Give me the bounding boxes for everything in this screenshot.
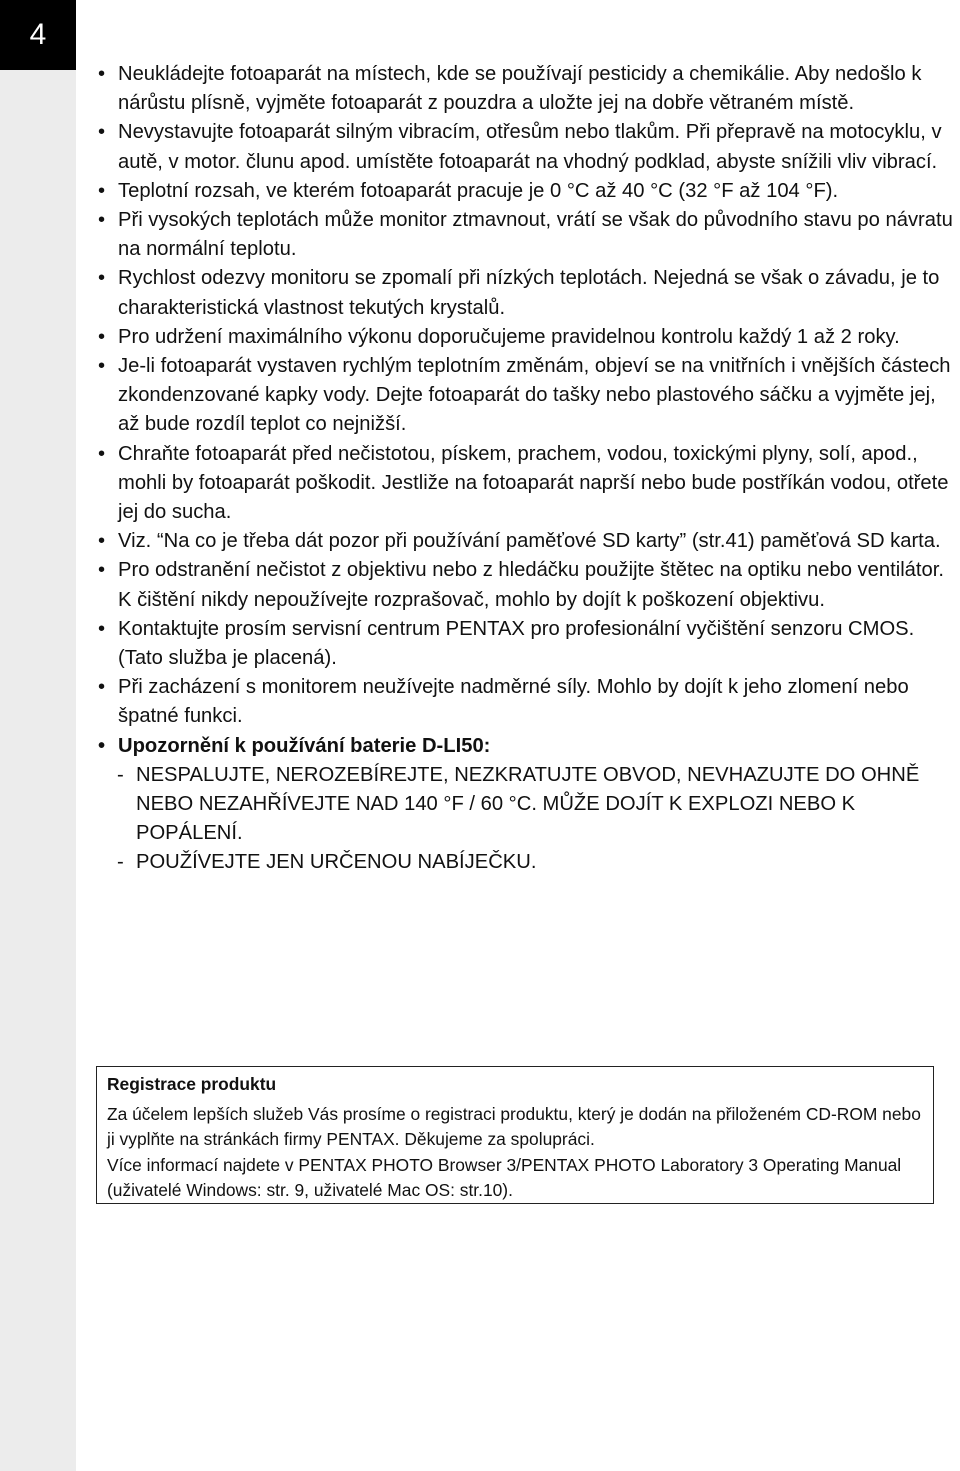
list-item: • Pro odstranění nečistot z objektivu nebo z hledáčku použijte štětec na optiku nebo ventilátor. K čištění nikdy nepoužívejte rozprašovač, mohlo by dojít k poškození objektivu. bbox=[96, 556, 958, 614]
page-number-tab bbox=[0, 0, 76, 70]
list-item: • Teplotní rozsah, ve kterém fotoaparát pracuje je 0 °C až 40 °C (32 °F až 104 °F). bbox=[96, 177, 958, 206]
registration-notice-box bbox=[96, 1066, 934, 1204]
list-item: • Je-li fotoaparát vystaven rychlým teplotním změnám, objeví se na vnitřních i vnějších částech zkondenzované kapky vody. Dejte fotoaparát do tašky nebo plastového sáčku a vyjměte jej, až bude rozdíl teplot co nejnižší. bbox=[96, 352, 958, 440]
registration-more-info: Více informací najdete v PENTAX PHOTO Browser 3/PENTAX PHOTO Laboratory 3 Operating Manual (uživatelé Windows: str. 9, uživatelé Mac OS: str.10). bbox=[107, 1154, 902, 1201]
battery-warning-item bbox=[96, 732, 958, 761]
battery-warning-line: - POUŽÍVEJTE JEN URČENOU NABÍJEČKU. bbox=[96, 848, 958, 877]
battery-warning-line: - NESPALUJTE, NEROZEBÍREJTE, NEZKRATUJTE OBVOD, NEVHAZUJTE DO OHNĚ NEBO NEZAHŘÍVEJTE NAD 140 °F / 60 °C. MŮŽE DOJÍT K EXPLOZI NEBO K POPÁLENÍ. bbox=[96, 761, 958, 849]
list-item: • Rychlost odezvy monitoru se zpomalí při nízkých teplotách. Nejedná se však o závadu, je to charakteristická vlastnost tekutých krystalů. bbox=[96, 264, 958, 322]
battery-warning-list bbox=[96, 761, 958, 878]
registration-text: Za účelem lepších služeb Vás prosíme o registraci produktu, který je dodán na přiloženém CD-ROM nebo ji vyplňte na stránkách firmy PENTAX. Děkujeme za spolupráci. bbox=[107, 1103, 921, 1150]
precautions-list bbox=[96, 60, 958, 761]
registration-title: Registrace produktu bbox=[107, 1074, 277, 1094]
list-item: • Kontaktujte prosím servisní centrum PENTAX pro profesionální vyčištění senzoru CMOS. (Tato služba je placená). bbox=[96, 615, 958, 673]
main-content bbox=[96, 60, 958, 878]
list-item: • Nevystavujte fotoaparát silným vibracím, otřesům nebo tlakům. Při přepravě na motocyklu, v autě, v motor. člunu apod. umístěte fotoaparát na vhodný podklad, abyste snížili vliv vibrací. bbox=[96, 118, 958, 176]
list-item: • Chraňte fotoaparát před nečistotou, pískem, prachem, vodou, toxickými plyny, solí, apod., mohli by fotoaparát poškodit. Jestliže na fotoaparát naprší nebo bude postříkán vodou, otřete jej do sucha. bbox=[96, 440, 958, 528]
battery-heading: Upozornění k používání baterie D-LI50: bbox=[118, 734, 491, 757]
list-item: • Při vysokých teplotách může monitor ztmavnout, vrátí se však do původního stavu po návratu na normální teplotu. bbox=[96, 206, 958, 264]
list-item: • Neukládejte fotoaparát na místech, kde se používají pesticidy a chemikálie. Aby nedošlo k nárůstu plísně, vyjměte fotoaparát z pouzdra a uložte jej na dobře větraném místě. bbox=[96, 60, 958, 118]
page-number: 4 bbox=[29, 18, 47, 51]
side-margin-strip bbox=[0, 0, 76, 1471]
list-item: • Při zacházení s monitorem neužívejte nadměrné síly. Mohlo by dojít k jeho zlomení nebo špatné funkci. bbox=[96, 673, 958, 731]
list-item: • Viz. “Na co je třeba dát pozor při používání paměťové SD karty” (str.41) paměťová SD karta. bbox=[96, 527, 958, 556]
list-item: • Pro udržení maximálního výkonu doporučujeme pravidelnou kontrolu každý 1 až 2 roky. bbox=[96, 323, 958, 352]
